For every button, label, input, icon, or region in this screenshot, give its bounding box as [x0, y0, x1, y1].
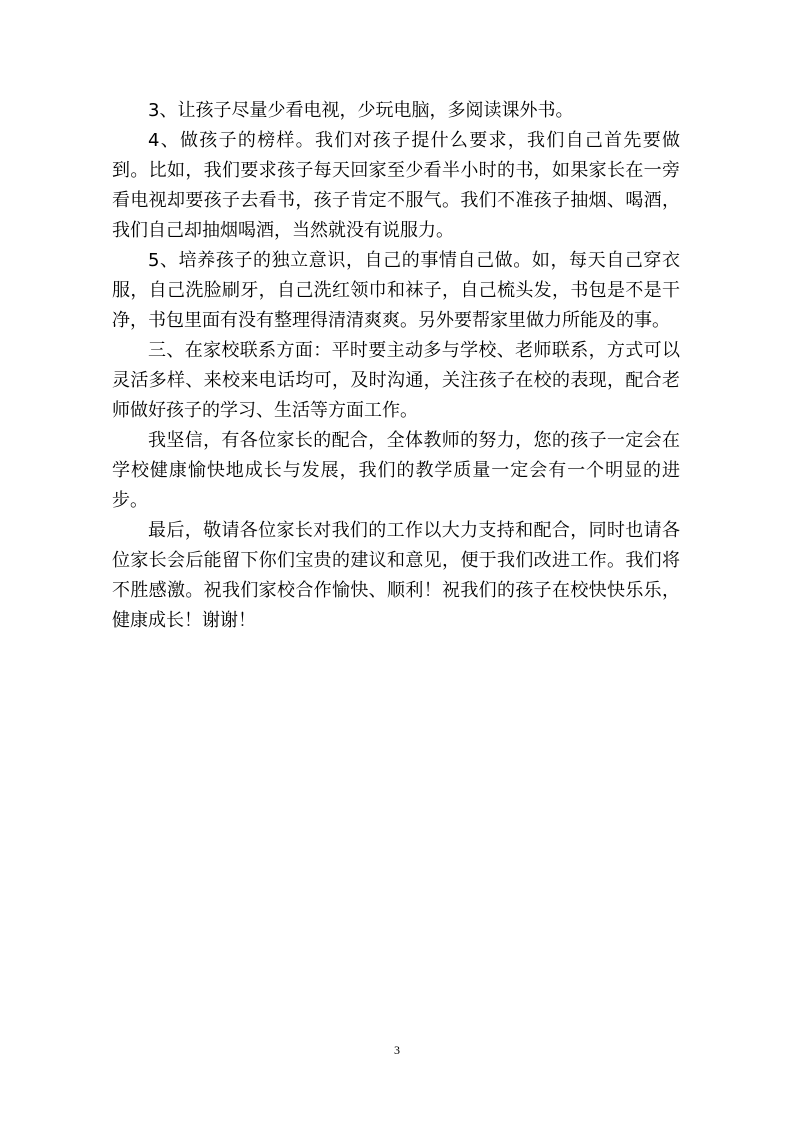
- paragraph-belief: 我坚信，有各位家长的配合，全体教师的努力，您的孩子一定会在学校健康愉快地成长与发展，我们的教学质量一定会有一个明显的进步。: [112, 430, 680, 511]
- paragraph-item-3-tv: 3、让孩子尽量少看电视，少玩电脑，多阅读课外书。: [148, 100, 574, 121]
- document-body: [112, 96, 680, 636]
- page-number: 3: [394, 1043, 400, 1057]
- paragraph-closing: 最后，敬请各位家长对我们的工作以大力支持和配合，同时也请各位家长会后能留下你们宝贵的建议和意见，便于我们改进工作。我们将不胜感激。祝我们家校合作愉快、顺利！祝我们的孩子在校快快乐乐，健康成长！谢谢！: [112, 520, 680, 631]
- paragraph-item-5-independence: 5、培养孩子的独立意识，自己的事情自己做。如，每天自己穿衣服，自己洗脸刷牙，自己洗红领巾和袜子，自己梳头发，书包是不是干净，书包里面有没有整理得清清爽爽。另外要帮家里做力所能及的事。: [112, 250, 680, 331]
- paragraph-item-4-role-model: 4、做孩子的榜样。我们对孩子提什么要求，我们自己首先要做到。比如，我们要求孩子每天回家至少看半小时的书，如果家长在一旁看电视却要孩子去看书，孩子肯定不服气。我们不准孩子抽烟、喝酒，我们自己却抽烟喝酒，当然就没有说服力。: [112, 130, 680, 241]
- paragraph-home-school-contact: 三、在家校联系方面：平时要主动多与学校、老师联系，方式可以灵活多样、来校来电话均可，及时沟通，关注孩子在校的表现，配合老师做好孩子的学习、生活等方面工作。: [112, 340, 680, 421]
